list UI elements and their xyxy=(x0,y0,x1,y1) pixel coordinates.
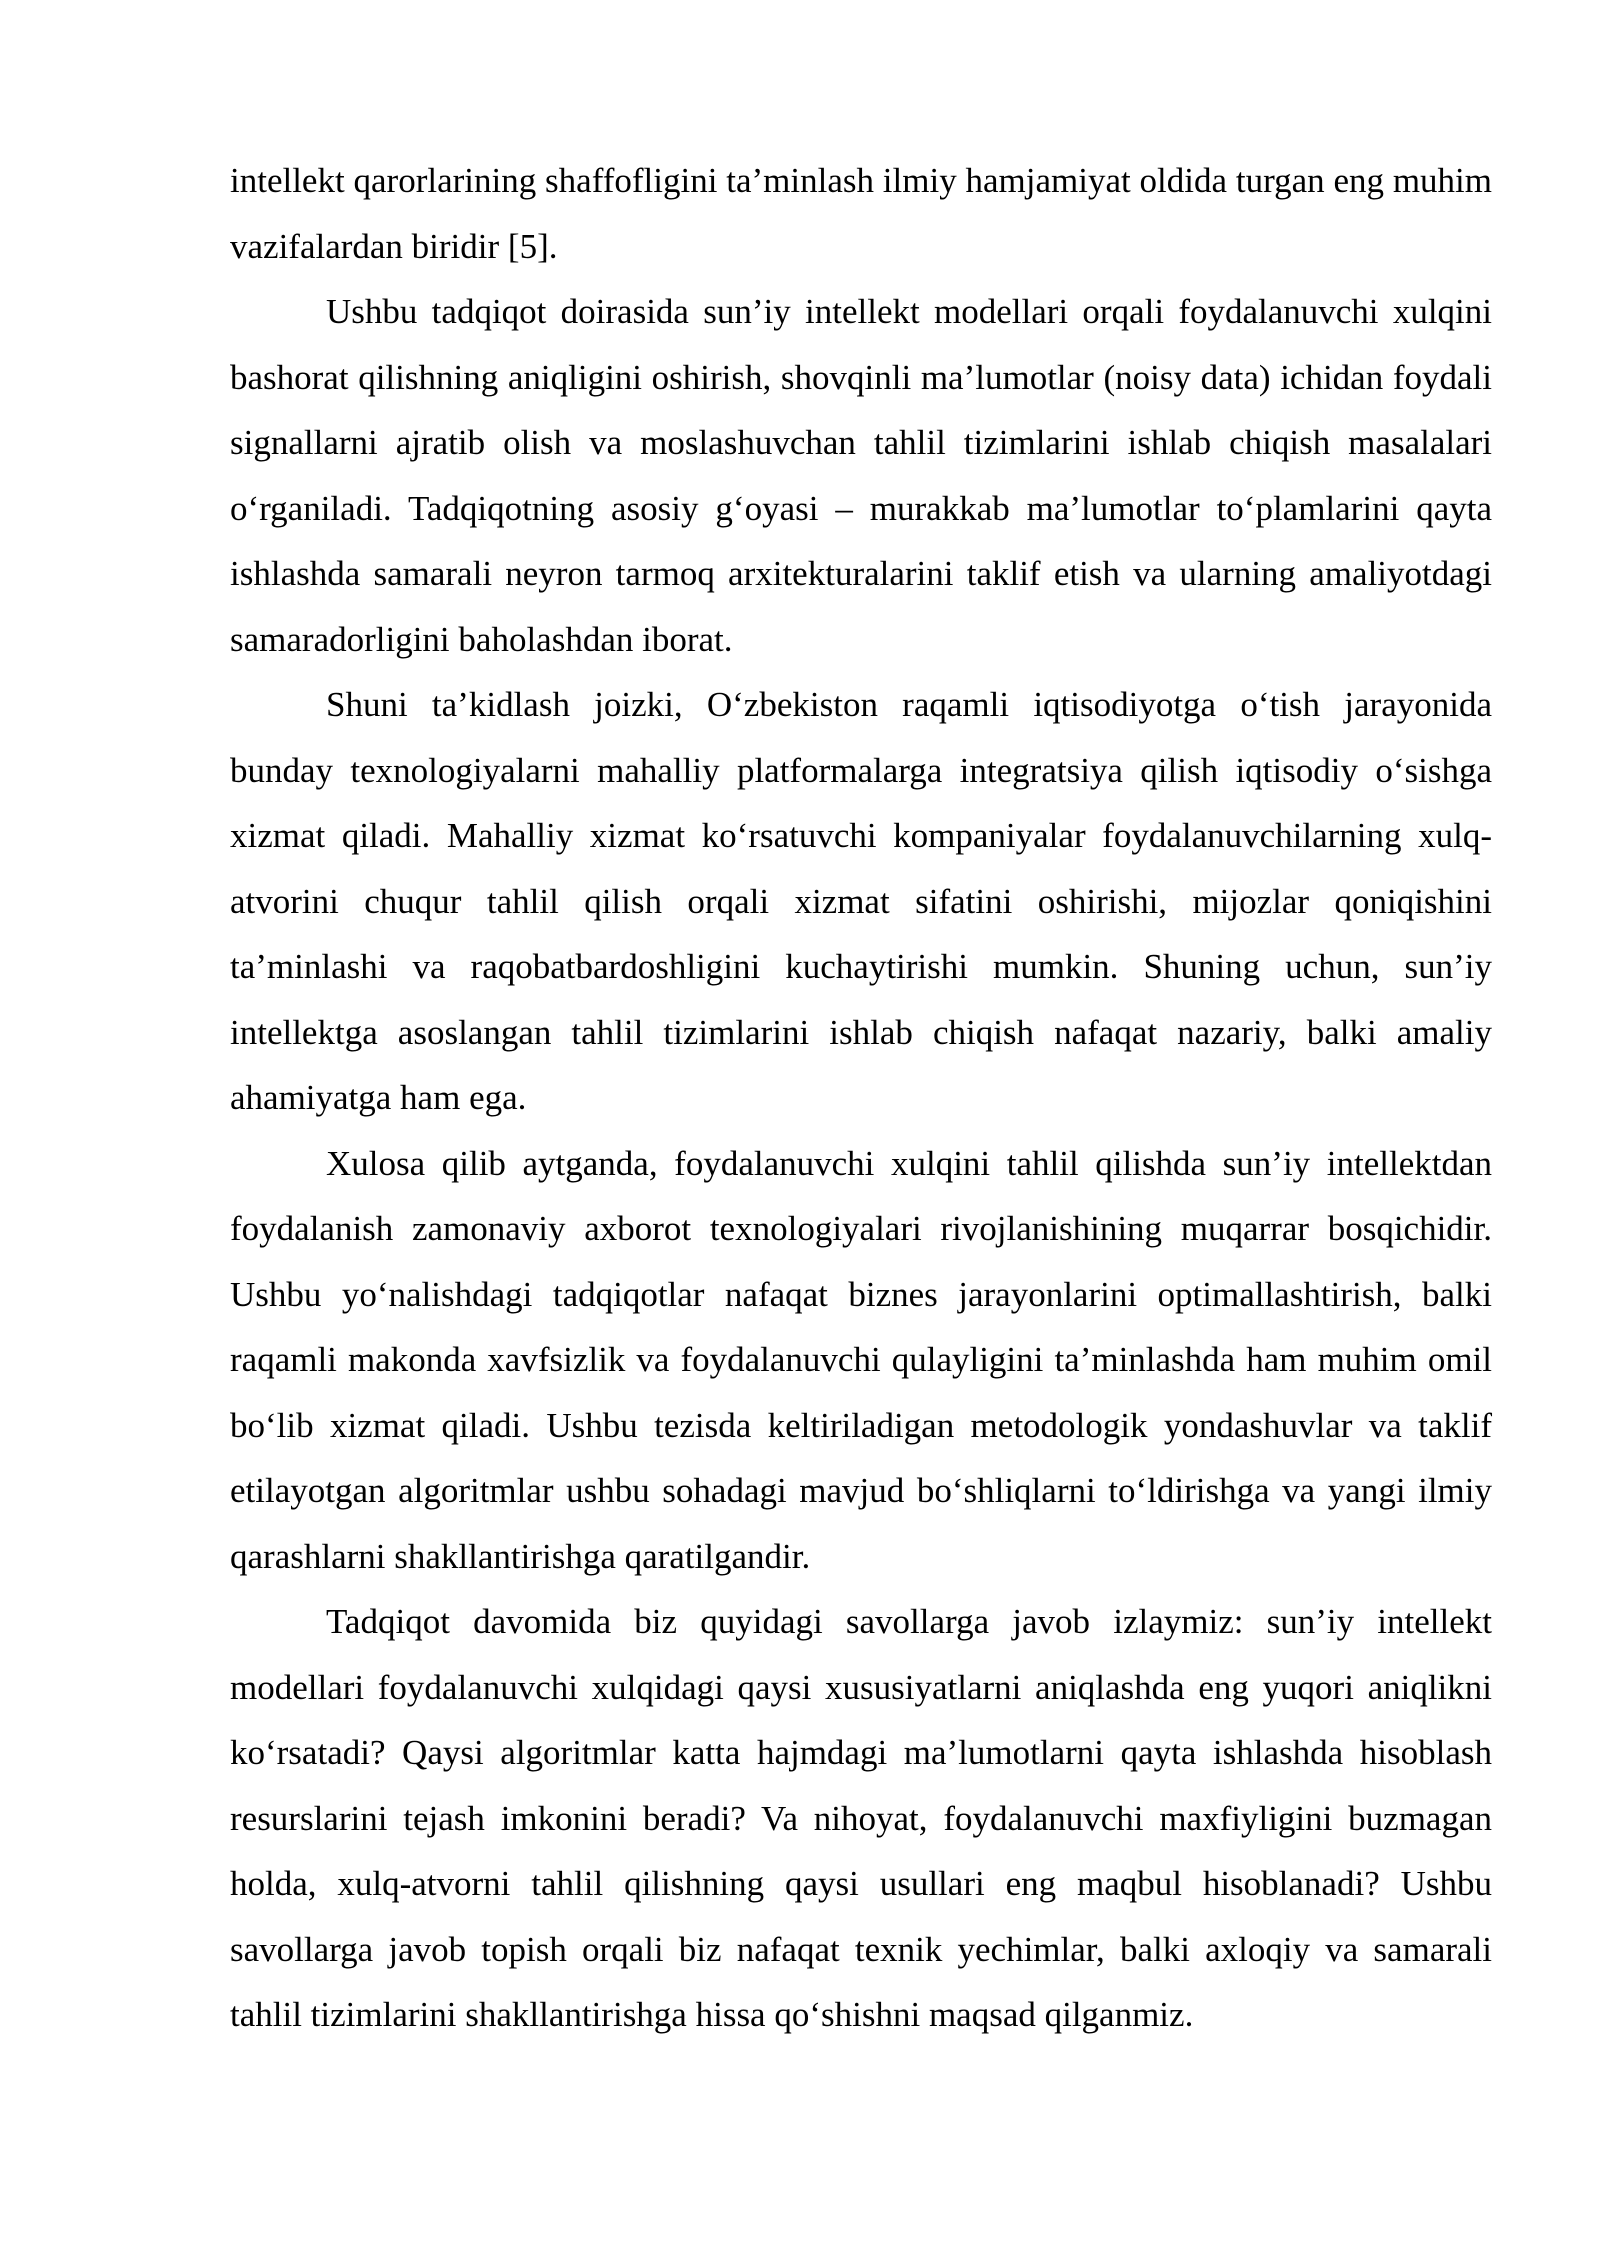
paragraph-uzbekistan-context: Shuni ta’kidlash joizki, O‘zbekiston raqamli iqtisodiyotga o‘tish jarayonida bunday texnologiyalarni mahalliy platformalarga integratsiya qilish iqtisodiy o‘sishga xizmat qiladi. Mahalliy xizmat ko‘rsatuvchi kompaniyalar foydalanuvchilarning xulq-atvorini chuqur tahlil qilish orqali xizmat sifatini oshirishi, mijozlar qoniqishini ta’minlashi va raqobatbardoshligini kuchaytirishi mumkin. Shuning uchun, sun’iy intellektga asoslangan tahlil tizimlarini ishlab chiqish nafaqat nazariy, balki amaliy ahamiyatga ham ega. xyxy=(230,685,1492,1117)
paragraph-continuation: intellekt qarorlarining shaffofligini ta’minlash ilmiy hamjamiyat oldida turgan eng muhim vazifalardan biridir [5]. xyxy=(230,161,1492,266)
paragraph-conclusion: Xulosa qilib aytganda, foydalanuvchi xulqini tahlil qilishda sun’iy intellektdan foydalanish zamonaviy axborot texnologiyalari rivojlanishining muqarrar bosqichidir. Ushbu yo‘nalishdagi tadqiqotlar nafaqat biznes jarayonlarini optimallashtirish, balki raqamli makonda xavfsizlik va foydalanuvchi qulayligini ta’minlashda ham muhim omil bo‘lib xizmat qiladi. Ushbu tezisda keltiriladigan metodologik yondashuvlar va taklif etilayotgan algoritmlar ushbu sohadagi mavjud bo‘shliqlarni to‘ldirishga va yangi ilmiy qarashlarni shakllantirishga qaratilgandir. xyxy=(230,1143,1492,1576)
paragraph-research-scope: Ushbu tadqiqot doirasida sun’iy intellekt modellari orqali foydalanuvchi xulqini bashorat qilishning aniqligini oshirish, shovqinli ma’lumotlar (noisy data) ichidan foydali signallarni ajratib olish va moslashuvchan tahlil tizimlarini ishlab chiqish masalalari o‘rganiladi. Tadqiqotning asosiy g‘oyasi – murakkab ma’lumotlar to‘plamlarini qayta ishlashda samarali neyron tarmoq arxitekturalarini taklif etish va ularning amaliyotdagi samaradorligini baholashdan iborat. xyxy=(230,292,1492,659)
paragraph-research-questions: Tadqiqot davomida biz quyidagi savollarga javob izlaymiz: sun’iy intellekt modellari foydalanuvchi xulqidagi qaysi xususiyatlarni aniqlashda eng yuqori aniqlikni ko‘rsatadi? Qaysi algoritmlar katta hajmdagi ma’lumotlarni qayta ishlashda hisoblash resurslarini tejash imkonini beradi? Va nihoyat, foydalanuvchi maxfiyligini buzmagan holda, xulq-atvorni tahlil qilishning qaysi usullari eng maqbul hisoblanadi? Ushbu savollarga javob topish orqali biz nafaqat texnik yechimlar, balki axloqiy va samarali tahlil tizimlarini shakllantirishga hissa qo‘shishni maqsad qilganmiz. xyxy=(230,1602,1492,2034)
document-page xyxy=(230,148,1492,2048)
